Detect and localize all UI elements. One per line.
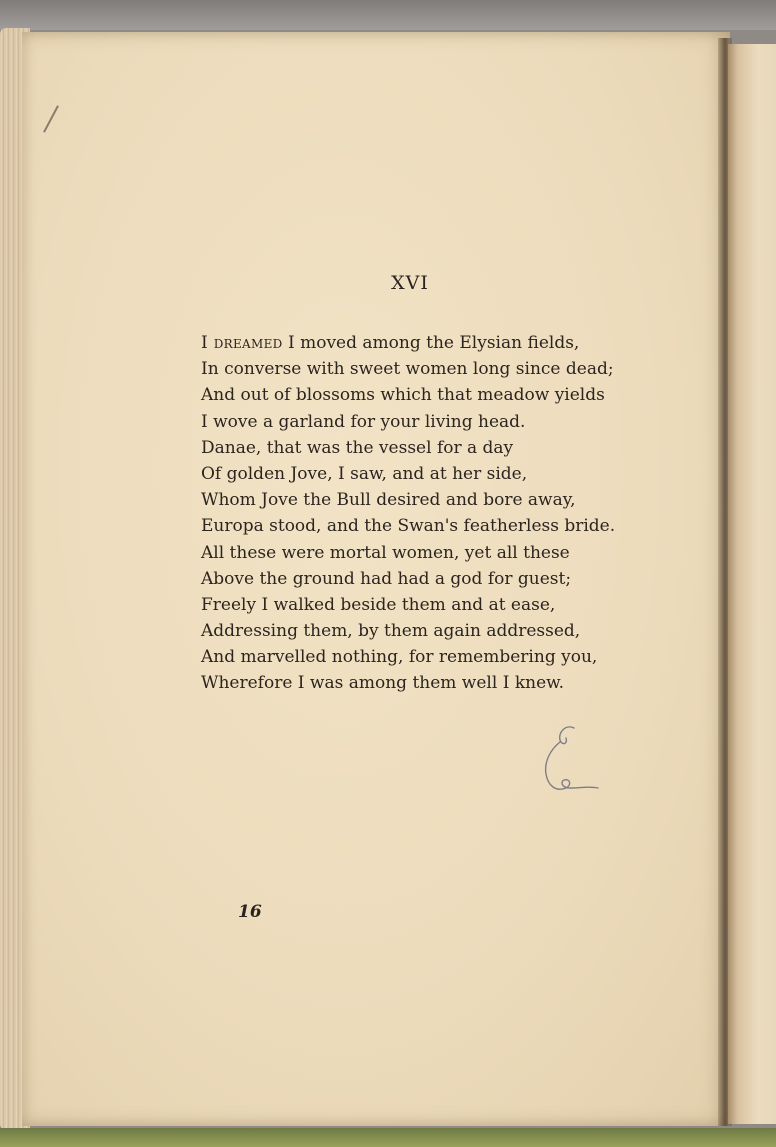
poem-line: Wherefore I was among them well I knew. — [201, 673, 565, 694]
poem-line: All these were mortal women, yet all these — [201, 542, 570, 563]
poem-line: Above the ground had had a god for guest; — [201, 568, 572, 589]
poem-line: Whom Jove the Bull desired and bore away, — [201, 490, 576, 511]
facing-page — [728, 44, 776, 1124]
poem-line: And out of blossoms which that meadow yields — [201, 385, 605, 406]
scan-background-top — [0, 0, 776, 30]
poem-line: Addressing them, by them again addressed, — [201, 621, 581, 642]
poem-line — [201, 330, 641, 356]
section-heading: XVI — [391, 272, 429, 294]
poem-line: Of golden Jove, I saw, and at her side, — [201, 463, 528, 484]
poem — [201, 330, 641, 697]
poem-line: I wove a garland for your living head. — [201, 411, 526, 432]
poem-line: Freely I walked beside them and at ease, — [201, 594, 556, 615]
poem-line: Europa stood, and the Swan's featherless bride. — [201, 516, 616, 537]
poem-line: In converse with sweet women long since dead; — [201, 359, 614, 380]
poem-first-line-rest: I moved among the Elysian fields, — [282, 333, 580, 353]
poem-line: And marvelled nothing, for remembering you, — [201, 647, 598, 668]
poem-line: Danae, that was the vessel for a day — [201, 437, 514, 458]
page-number: 16 — [238, 902, 262, 922]
poem-first-word: I dreamed — [201, 333, 283, 353]
scan-background-bottom — [0, 1128, 776, 1147]
handwritten-initial — [536, 722, 606, 802]
